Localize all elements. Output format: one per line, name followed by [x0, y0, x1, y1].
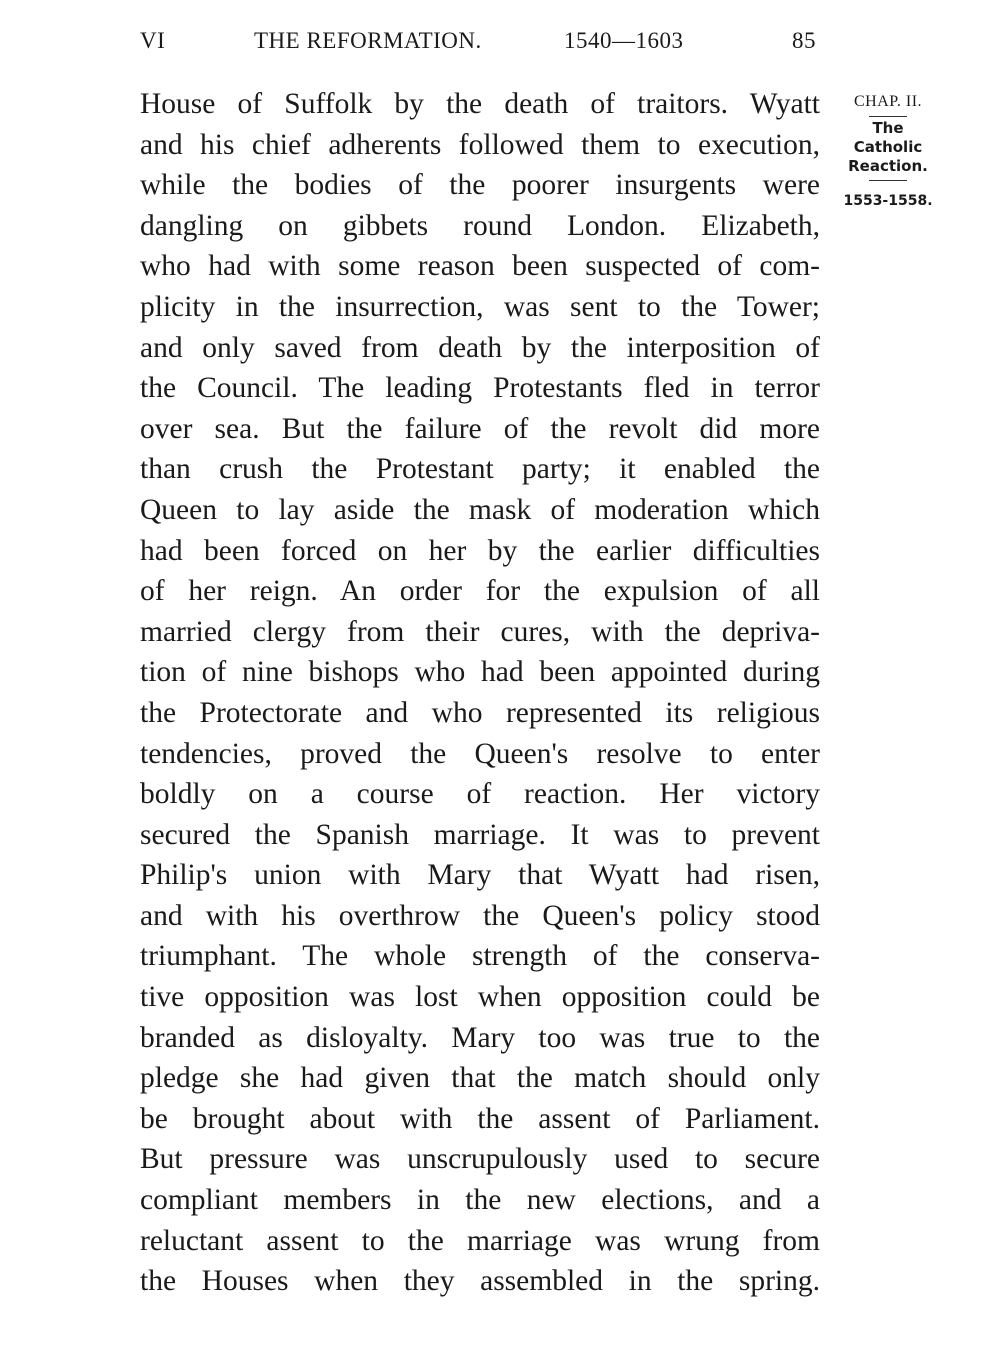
body-line: over sea. But the failure of the revolt did more [140, 412, 820, 445]
body-line: of her reign. An order for the expulsion of all [140, 575, 820, 608]
page-number: 85 [792, 28, 816, 53]
body-line: tendencies, proved the Queen's resolve to enter [140, 737, 820, 770]
body-line: married clergy from their cures, with the depriva- [140, 615, 820, 648]
body-line: Philip's union with Mary that Wyatt had risen, [140, 859, 820, 892]
marginal-rule [869, 116, 907, 117]
body-line: plicity in the insurrection, was sent to the Tower; [140, 290, 820, 323]
running-title: THE REFORMATION. [254, 28, 482, 53]
body-line: Queen to lay aside the mask of moderation which [140, 493, 820, 526]
body-line: had been forced on her by the earlier difficulties [140, 534, 820, 567]
body-line: secured the Spanish marriage. It was to prevent [140, 818, 820, 851]
body-line: and his chief adherents followed them to execution, [140, 128, 820, 161]
body-line: tive opposition was lost when opposition could be [140, 981, 820, 1014]
marginal-rule [869, 180, 907, 181]
marginal-dates: 1553-1558. [843, 193, 933, 209]
body-line: House of Suffolk by the death of traitors. Wyatt [140, 88, 820, 120]
running-dates: 1540—1603 [564, 28, 684, 53]
body-line: who had with some reason been suspected of com- [140, 250, 820, 283]
body-line: But pressure was unscrupulously used to secure [140, 1143, 820, 1176]
running-header [140, 28, 820, 58]
body-line: pledge she had given that the match should only [140, 1062, 820, 1095]
body-line: and only saved from death by the interposition of [140, 331, 820, 364]
body-line: dangling on gibbets round London. Elizabeth, [140, 209, 820, 242]
body-line: compliant members in the new elections, and a [140, 1184, 820, 1217]
marginal-topic-line: The [872, 119, 904, 137]
body-line: than crush the Protestant party; it enabled the [140, 453, 820, 486]
body-line: while the bodies of the poorer insurgents were [140, 169, 820, 202]
body-line: tion of nine bishops who had been appointed during [140, 656, 820, 689]
body-line: boldly on a course of reaction. Her victory [140, 778, 820, 811]
body-line: be brought about with the assent of Parliament. [140, 1102, 820, 1135]
body-line: the Council. The leading Protestants fled in terror [140, 372, 820, 405]
marginal-note [836, 92, 940, 211]
body-line: and with his overthrow the Queen's policy stood [140, 899, 820, 932]
marginal-topic-line: Reaction. [848, 157, 928, 175]
body-line: reluctant assent to the marriage was wrung from [140, 1224, 820, 1257]
section-number: VI [140, 28, 166, 53]
body-line: the Protectorate and who represented its religious [140, 696, 820, 729]
marginal-topic-line: Catholic [853, 138, 923, 156]
body-line: the Houses when they assembled in the spring. [140, 1265, 820, 1298]
body-line: branded as disloyalty. Mary too was true to the [140, 1021, 820, 1054]
body-line: triumphant. The whole strength of the conserva- [140, 940, 820, 973]
marginal-chapter: CHAP. II. [853, 93, 923, 110]
body-text [140, 84, 820, 1302]
